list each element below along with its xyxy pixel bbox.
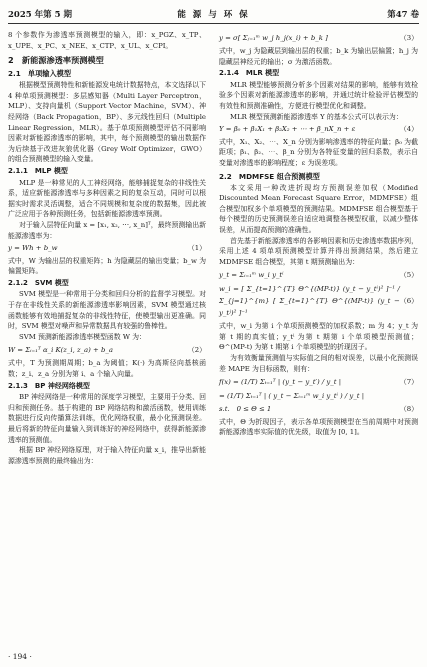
page-number: · 194 · (8, 652, 32, 661)
left-column (8, 30, 206, 466)
issue-label: 2025 年第 5 期 (8, 10, 72, 20)
section-2-1-paragraph: 根据模型预测特性和新能源发电统计数据特点，本文选择以下 4 种单项预测模型：多层感知器（Multi Layer Perceptron，MLP）、支持向量机（Support Vector Machine，SVM）、神经网络（Back Propagation，BP）、多元线性回归（Multiple Linear Regression，MLR）。基于单项预测模型评估不同影响因素对新能源渗透率的影响，其中，每个预测模型的输出数据作为后续基于改进灰狼优化器（Grey Wolf Optimizer，GWO）的组合预测模型的输入变量。 (8, 81, 206, 164)
svm-paragraph: SVM 模型是一种常用于分类和回归分析的监督学习模型。对于存在非线性关系的新能源渗透率影响因素，SVM 模型通过核函数能够有效地捕捉复杂的非线性特征，使模型输出更准确。同时，SVM 模型对噪声和异常数据具有较强的鲁棒性。 (8, 290, 206, 331)
svm-function-paragraph: SVM 预测新能源渗透率模型函数 W 为： (19, 332, 146, 341)
bp-output-paragraph: 根据 BP 神经网络原理，对于输入特征向量 x_i，推导出新能源渗透率预测的最终输出为： (8, 446, 206, 465)
header-rule (8, 23, 419, 24)
section-2-1-2-heading: 2.1.2 SVM 模型 (8, 278, 69, 287)
mlr-formula-paragraph: MLR 模型预测新能源渗透率 Y 的基本公式可以表示为： (230, 112, 403, 121)
equation-1 (8, 243, 206, 254)
equation-4 (219, 124, 418, 135)
equation-4-number: （4） (399, 125, 418, 134)
equation-3-body: y = σ[ Σⱼ₌₁ᵐ w_j h_j(x_i) + b_k ] (219, 34, 328, 42)
journal-name: 能 源 与 环 保 (177, 10, 250, 20)
mdmfse-paragraph: 本文采用一种改进折现均方预测误差加权（Modified Discounted Mean Forecast Square Error，MDMFSE）组合模型加权多个单项模型的预测结果。MDMFSE 组合模型基于每个模型的历史预测误差自适应地调整各模型权重，以减少整体误差，从而提高预测的准确性。 (219, 183, 418, 234)
section-2-1-heading: 2.1 单项输入模型 (8, 69, 72, 79)
section-2-1-3-heading: 2.1.3 BP 神经网络模型 (8, 381, 90, 390)
equation-2-number: （2） (187, 346, 206, 355)
right-column (219, 30, 418, 438)
equation-5 (219, 269, 418, 281)
equation-8-number: （8） (399, 405, 418, 414)
equation-8-body: s.t. 0 ≤ Θ ≤ 1 (219, 405, 272, 414)
equation-5-body: y_t = Σᵢ₌₁ᵐ w_i y_tⁱ (219, 271, 284, 280)
volume-label: 第47 卷 (387, 10, 419, 20)
equation-7 (219, 376, 418, 388)
equation-7-body: f(x) = (1/T) Σₜ₌₁ᵀ | (y_t − y_t′) / y_t | (219, 378, 342, 387)
mlr-paragraph: MLR 模型能够预测分析多个因素对结果的影响，能够有效检验多个因素对新能源渗透率的影响，并通过统计检验评估模型的有效性和预测准确性，方便进行模型优化和调整。 (219, 80, 418, 110)
equation-3-explanation: 式中，w_j 为隐藏层到输出层的权重；b_k 为输出层偏置；h_j 为隐藏层神经元的输出；σ 为激活函数。 (219, 47, 418, 66)
equation-1-number: （1） (187, 244, 206, 253)
section-2-2-heading: 2.2 MDMFSE 组合预测模型 (219, 171, 320, 181)
equation-7-expansion (219, 390, 418, 402)
equation-6-number: （6） (399, 297, 418, 306)
equation-2-body: W = Σᵢ₌₁ᵀ α_i K(z_i, z_a) + b_a (8, 346, 113, 355)
running-header (8, 8, 419, 22)
equation-3 (219, 32, 418, 44)
equation-6-explanation: 式中，w_i 为第 i 个单项预测模型的加权系数；m 为 4；y_t 为第 t 期的真实值；y_tⁱ 为第 t 期第 i 个单项模型预测值；Θ^(MP-t) 为第 t 期第 i 个单项模型的折现因子。 (219, 322, 418, 352)
section-2-1-1-heading: 2.1.1 MLP 模型 (8, 166, 68, 175)
equation-7-number: （7） (399, 378, 418, 387)
section-2-1-4-heading: 2.1.4 MLR 模型 (219, 69, 280, 78)
intro-paragraph: 8 个参数作为渗透率预测模型的输入，即：x_PGZ、x_TP、x_UPE、x_PC、x_NEE、x_CTP、x_UL、x_CPI。 (8, 31, 206, 50)
equation-2-explanation: 式中，T 为预测期周期；b_a 为阈值；K(·) 为高斯径向基核函数；z_i、z_a 分别为第 i、a 个输入向量。 (8, 359, 206, 379)
equation-6 (219, 283, 418, 319)
objective-paragraph: 为有效衡量预测值与实际值之间的相对误差，以最小化预测误差 MAPE 为目标函数，则有： (219, 354, 418, 373)
equation-4-body: Y = β₀ + β₁X₁ + β₂X₂ + ⋯ + β_nX_n + ε (219, 125, 356, 134)
equation-7-expansion-body: = (1/T) Σₜ₌₁ᵀ | ( y_t − Σᵢ₌₁ᵐ w_i y_tⁱ ) / y_t | (219, 392, 365, 401)
equation-8-explanation: 式中，Θ 为折现因子，表示各单项预测模型在当前周期中对预测新能源渗透率实际值的优先级，取值为 [0, 1]。 (219, 417, 418, 437)
equation-1-explanation: 式中，W 为输出层的权重矩阵；h 为隐藏层的输出变量；b_w 为偏置矩阵。 (8, 256, 206, 276)
equation-3-number: （3） (399, 34, 418, 42)
mlp-paragraph: MLP 是一种常见的人工神经网络，能够捕捉复杂的非线性关系，适应新能源渗透率与多种因素之间的复杂互动，同时可以根据实时需求灵活调整，适合不同规模和复杂度的数据集，因此被广泛应用于各种预测任务，包括新能源渗透率预测。 (8, 178, 206, 219)
mlp-input-paragraph: 对于输入层特征向量 x = [x₁, x₂, ⋯, x_n]ᵀ，最终预测输出新能源渗透率为： (8, 220, 206, 240)
equation-6-body: w_i = [ Σ_{t=1}^{T} Θ^{(MP-t)} (y_t − y_tⁱ)² ]⁻¹ / Σ_{j=1}^{m} [ Σ_{t=1}^{T} Θ^{(MP-t)} (y_t − y_tʲ)² ]⁻¹ (219, 285, 400, 318)
section-2-heading: 2 新能源渗透率预测模型 (8, 55, 104, 66)
equation-8 (219, 404, 418, 415)
equation-5-number: （5） (399, 271, 418, 280)
equation-4-explanation: 式中，X₁、X₂、⋯、X_n 分别为影响渗透率的特征向量；β₀ 为截距项；β₁、β₂、⋯、β_n 分别为各特征变量的回归系数，表示自变量对渗透率的影响程度；ε 为误差项。 (219, 137, 418, 167)
equation-1-body: y = Wh + b_w (8, 244, 58, 253)
mdmfse-procedure-paragraph: 首先基于新能源渗透率的各影响因素和历史渗透率数据序列，采用上述 4 项单项预测模型计算并得出预测结果，然后建立 MDMFSE 组合模型，其第 t 期预测输出为： (219, 236, 418, 266)
bp-paragraph: BP 神经网络是一种常用的深度学习模型，主要用于分类、回归和预测任务。基于构建的 BP 网络结构和激活函数，使用训练数据进行反向传播算法训练，优化网络权重，最小化预测误差。最后将新的特征向量输入到训练好的神经网络中，获得新能源渗透率的预测值。 (8, 393, 206, 444)
equation-2 (8, 344, 206, 356)
